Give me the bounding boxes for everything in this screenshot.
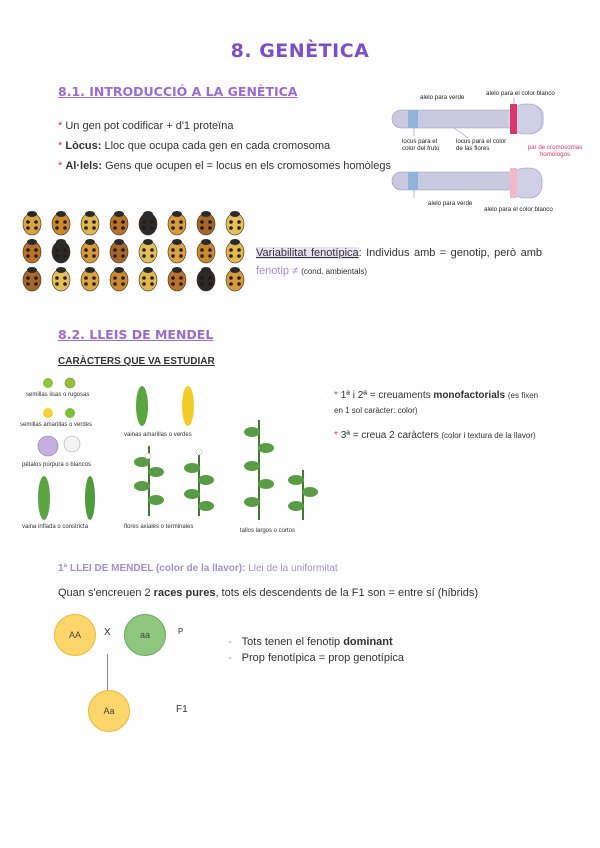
ladybug-icon <box>226 239 244 263</box>
plant-tall <box>244 420 274 520</box>
generation-p-label: P <box>178 627 184 636</box>
label-allele-green-bottom: alelo para verde <box>428 200 473 207</box>
pod-green <box>136 386 148 426</box>
parent-recessive-circle: aa <box>124 614 166 656</box>
locus-band-bottom <box>408 172 418 190</box>
ladybug-icon <box>226 211 244 235</box>
phenotype-highlight: fenotip ≠ <box>256 265 299 277</box>
point-proportions: - Prop fenotípica = prop genotípica <box>228 652 405 664</box>
ladybug-icon <box>168 211 186 235</box>
ladybug-icon <box>197 239 215 263</box>
ladybug-icon <box>52 239 70 263</box>
ladybug-icon <box>168 239 186 263</box>
label-allele-white-bottom: alelo para el color blanco <box>484 206 553 213</box>
label-allele-white-top: alelo para el color blanco <box>486 90 555 97</box>
page-title: 8. GENÈTICA <box>230 40 370 62</box>
section-heading-intro: 8.1. INTRODUCCIÓ A LA GENÈTICA <box>58 84 298 99</box>
label-seeds-color: semillas amarillas o verdes <box>20 422 93 428</box>
parent-dominant-circle: AA <box>54 614 96 656</box>
seed-yellow <box>43 408 53 418</box>
bullet-gen: * Un gen pot codificar + d'1 proteïna <box>58 120 234 132</box>
label-flowers: flores axiales o terminales <box>124 524 194 530</box>
label-homologous-pair: par de cromosomas homólogos <box>527 144 583 158</box>
bullet-locus: * Lòcus: Lloc que ocupa cada gen en cada cromosoma <box>58 140 331 152</box>
pod-constricted <box>85 476 95 520</box>
pea-traits-illustration <box>18 376 328 538</box>
label-pods-color: vainas amarillas o verdes <box>124 432 192 438</box>
ladybug-icon <box>52 267 70 291</box>
seed-green <box>65 408 75 418</box>
bullet-allels: * Al·lels: Gens que ocupen el = locus en els cromosomes homòlegs <box>58 160 391 172</box>
label-stems: tallos largos o cortos <box>240 528 296 534</box>
plant-axial <box>134 446 164 516</box>
ladybug-icon <box>81 267 99 291</box>
seed-round <box>43 378 53 388</box>
petal-purple <box>38 436 58 456</box>
section-heading-mendel: 8.2. LLEIS DE MENDEL <box>58 327 214 342</box>
ladybug-icon <box>139 239 157 263</box>
characters-subheading: CARÀCTERS QUE VA ESTUDIAR <box>58 356 215 367</box>
ladybug-icon <box>23 239 41 263</box>
ladybug-icon <box>81 211 99 235</box>
variability-text: Variabilitat fenotípica: Individus amb = genotip, però amb fenotip ≠ (cond. ambientals) <box>256 247 542 277</box>
ladybug-icon <box>168 267 186 291</box>
ladybug-icon <box>110 211 128 235</box>
law1-heading: 1ª LLEI DE MENDEL (color de la llavor): Llei de la uniformitat <box>58 563 338 574</box>
ladybug-icon <box>139 211 157 235</box>
label-seeds-shape: semillas lisas o rugosas <box>26 392 90 398</box>
mendel-notes <box>334 388 546 443</box>
cross-connector-line <box>107 654 108 690</box>
ladybug-icon <box>110 239 128 263</box>
mendel-traits-figure <box>18 376 328 538</box>
locus-band-top <box>408 110 418 128</box>
plant-terminal <box>184 449 214 516</box>
ladybug-variability-image <box>18 210 250 296</box>
ladybug-icon <box>197 267 215 291</box>
point-dominant: - Tots tenen el fenotip dominant <box>228 636 393 648</box>
plant-short <box>288 470 318 520</box>
petal-white <box>64 436 80 452</box>
ladybug-icon <box>52 211 70 235</box>
pod-inflated <box>38 476 50 520</box>
label-pods-shape: vaina inflada o constricta <box>22 524 89 530</box>
label-locus-flower: locus para el color de las flores <box>456 138 507 152</box>
cross-symbol: X <box>104 627 111 638</box>
note-dihybrid: * 3ª = creua 2 caràcters (color i textura de la llavor) <box>334 430 536 441</box>
allele-band-top <box>510 104 517 134</box>
allele-band-bottom <box>510 168 517 198</box>
ladybug-icon <box>110 267 128 291</box>
ladybug-icon <box>23 267 41 291</box>
ladybug-icon <box>197 211 215 235</box>
label-locus-seed: locus para el color del fruto <box>402 138 440 152</box>
intro-bullets <box>58 116 398 176</box>
f1-hybrid-circle: Aa <box>88 690 130 732</box>
label-allele-green-top: alelo para verde <box>420 94 465 101</box>
label-petals: pétalos púrpura o blancos <box>22 462 92 468</box>
ladybug-icon <box>226 267 244 291</box>
generation-f1-label: F1 <box>176 704 188 715</box>
variability-term: Variabilitat fenotípica <box>256 247 359 259</box>
ladybug-icon <box>81 239 99 263</box>
law1-intro: Quan s'encreuen 2 races pures, tots els descendents de la F1 son = entre sí (híbrids) <box>58 587 479 599</box>
chromosome-figure <box>390 92 590 216</box>
ladybug-icon <box>23 211 41 235</box>
note-monofactorial: * 1ª i 2ª = creuaments monofactorials (es fixen en 1 sol caràcter: color) <box>334 390 539 415</box>
seed-wrinkled <box>65 378 75 388</box>
law1-points <box>228 634 404 666</box>
ladybug-grid <box>18 210 250 296</box>
pod-yellow <box>182 386 194 426</box>
ladybug-icon <box>139 267 157 291</box>
